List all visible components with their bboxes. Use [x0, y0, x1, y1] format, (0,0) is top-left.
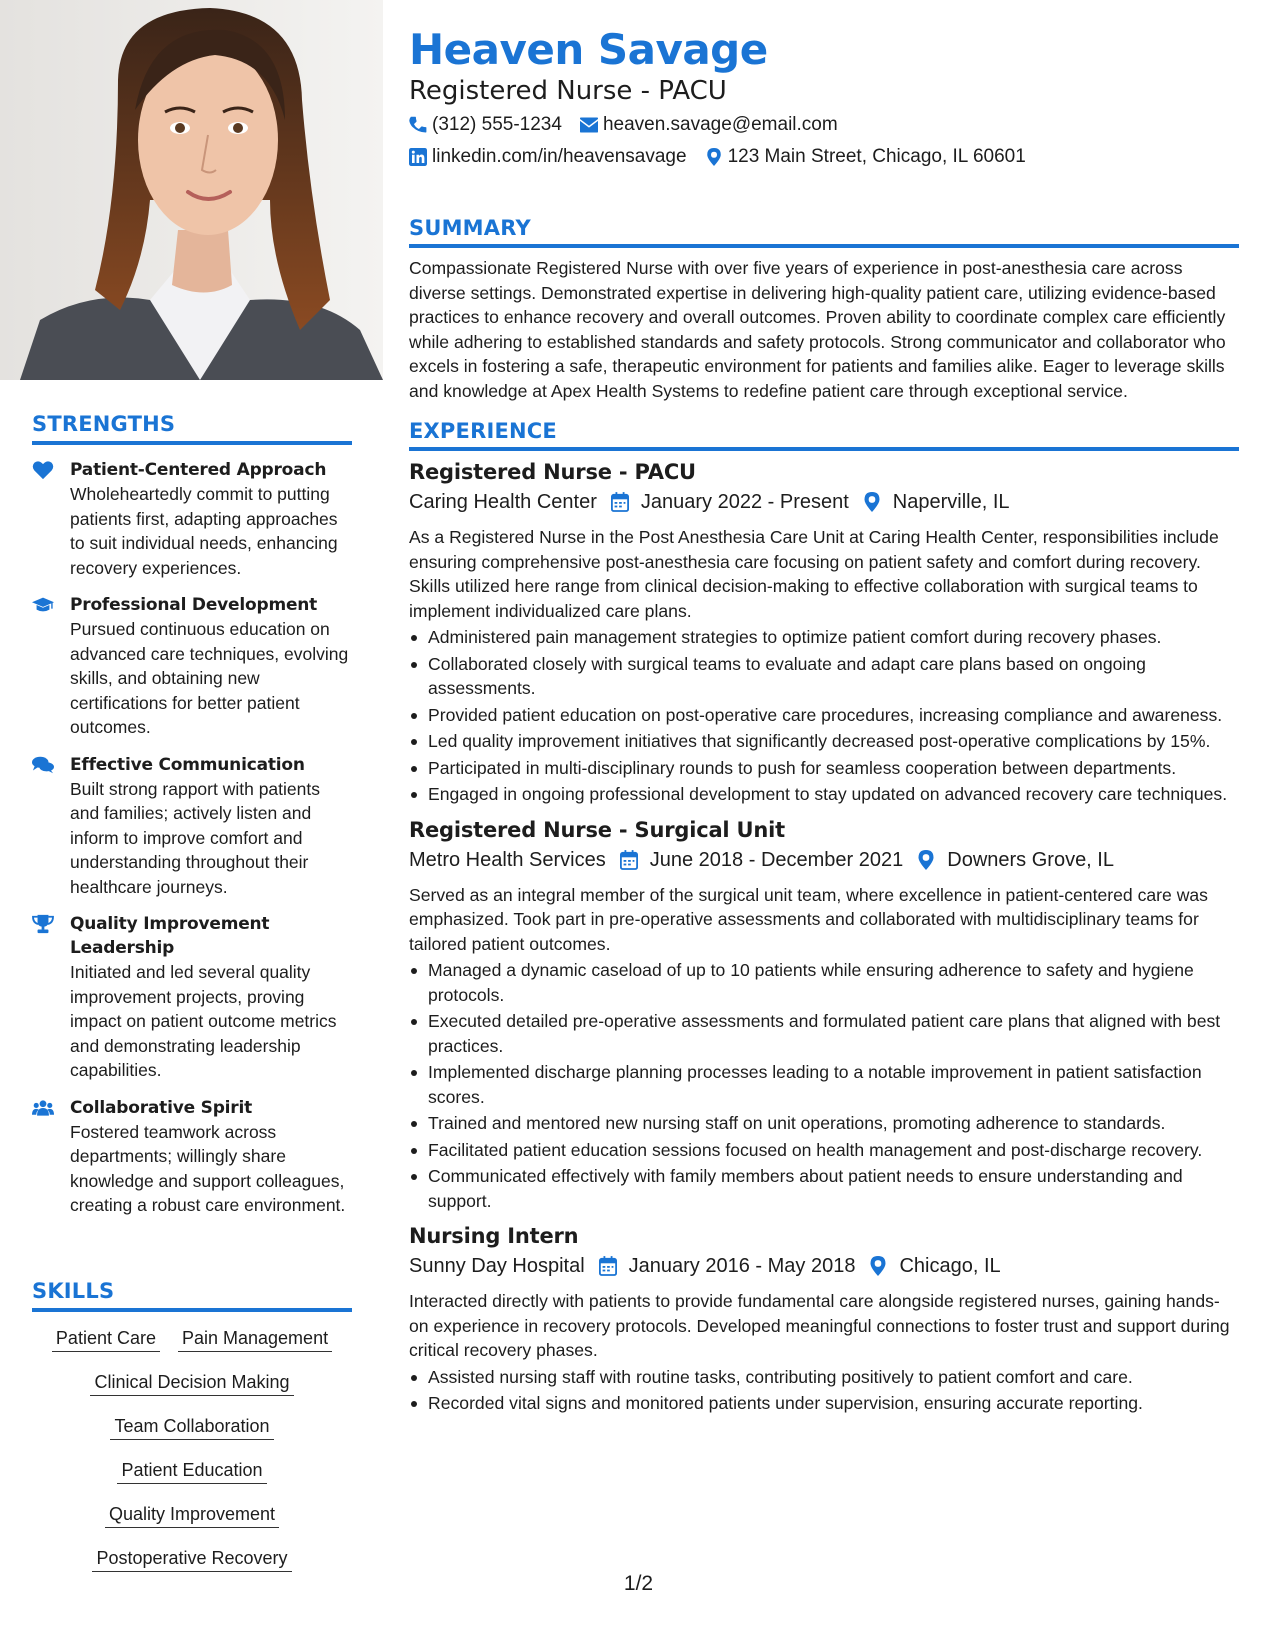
- calendar-icon: [620, 850, 638, 870]
- skill-tag: Clinical Decision Making: [90, 1370, 293, 1396]
- graduation-cap-icon: [32, 593, 70, 740]
- summary-heading: SUMMARY: [409, 216, 1239, 248]
- skill-tag: Quality Improvement: [105, 1502, 279, 1528]
- job-bullets: [409, 625, 1239, 807]
- job-bullets: [409, 1365, 1239, 1416]
- main-content: [409, 24, 1239, 1416]
- skills-heading: SKILLS: [32, 1279, 352, 1312]
- strength-title: Quality Improvement Leadership: [70, 914, 270, 958]
- bullet-item: Managed a dynamic caseload of up to 10 patients while ensuring adherence to safety and hygiene protocols.: [409, 958, 1239, 1007]
- bullet-item: Facilitated patient education sessions focused on health management and post-discharge recovery.: [409, 1138, 1239, 1163]
- address-text: 123 Main Street, Chicago, IL 60601: [727, 146, 1026, 167]
- linkedin-text: linkedin.com/in/heavensavage: [432, 146, 687, 167]
- strength-desc: Fostered teamwork across departments; willingly share knowledge and support colleagues, creating a robust care environment.: [70, 1121, 346, 1215]
- calendar-icon: [599, 1256, 617, 1276]
- experience-heading: EXPERIENCE: [409, 419, 1239, 451]
- strength-item: [32, 593, 352, 740]
- bullet-item: Executed detailed pre-operative assessments and formulated patient care plans that aligned with best practices.: [409, 1009, 1239, 1058]
- sidebar: [0, 0, 383, 1650]
- job-location: Downers Grove, IL: [947, 848, 1114, 871]
- skill-tag: Patient Education: [117, 1458, 266, 1484]
- job-title: Registered Nurse - PACU: [409, 460, 696, 484]
- strength-desc: Built strong rapport with patients and families; actively listen and inform to improve comfort and understanding throughout their healthcare journeys.: [70, 778, 320, 897]
- summary-section: [409, 216, 1239, 403]
- strength-desc: Pursued continuous education on advanced care techniques, evolving skills, and obtaining new certifications for better patient outcomes.: [70, 619, 349, 737]
- contact-row: [409, 112, 1239, 138]
- skills-section: [32, 1279, 352, 1572]
- contact-row: [409, 144, 1239, 170]
- strength-desc: Initiated and led several quality improvement projects, proving impact on patient outcome metrics and demonstrating leadership capabilities.: [70, 962, 337, 1080]
- job-bullets: [409, 958, 1239, 1213]
- bullet-item: Engaged in ongoing professional development to stay updated on advanced recovery care techniques.: [409, 782, 1239, 807]
- envelope-icon: [580, 116, 598, 134]
- bullet-item: Provided patient education on post-operative care procedures, increasing compliance and awareness.: [409, 703, 1239, 728]
- map-pin-icon: [917, 850, 935, 870]
- candidate-role: Registered Nurse - PACU: [409, 76, 727, 106]
- users-icon: [32, 1096, 70, 1218]
- job-company: Caring Health Center: [409, 491, 597, 513]
- job-dates: January 2016 - May 2018: [628, 1255, 856, 1277]
- comments-icon: [32, 753, 70, 900]
- job-title: Registered Nurse - Surgical Unit: [409, 817, 785, 842]
- skill-tag: Postoperative Recovery: [92, 1546, 291, 1572]
- job-meta: [409, 845, 1239, 875]
- heart-icon: [32, 458, 70, 580]
- job-description: Interacted directly with patients to provide fundamental care alongside registered nurses, gaining hands-on experience in recovery protocols. Developed meaningful connections to foster trust and support during critical recovery phases.: [409, 1291, 1230, 1360]
- phone-text: (312) 555-1234: [432, 114, 562, 135]
- bullet-item: Communicated effectively with family members about patient needs to ensure understanding and support.: [409, 1164, 1239, 1213]
- bullet-item: Participated in multi-disciplinary rounds to push for seamless cooperation between departments.: [409, 756, 1239, 781]
- job-entry: [409, 815, 1239, 1214]
- map-pin-icon: [869, 1256, 887, 1276]
- bullet-item: Administered pain management strategies to optimize patient comfort during recovery phases.: [409, 625, 1239, 650]
- job-entry: [409, 1221, 1239, 1416]
- profile-photo: [0, 0, 383, 380]
- strength-item: [32, 1096, 352, 1218]
- bullet-item: Collaborated closely with surgical teams to evaluate and adapt care plans based on ongoing assessments.: [409, 652, 1239, 701]
- job-dates: January 2022 - Present: [640, 491, 849, 513]
- summary-text: Compassionate Registered Nurse with over five years of experience in post-anesthesia care across diverse settings. Demonstrated expertise in delivering high-quality patient care, utilizing evidence-based practices to enhance recovery and overall outcomes. Proven ability to coordinate complex care efficiently while adhering to established standards and safety protocols. Strong communicator and collaborator who excels in fostering a safe, therapeutic environment for patients and families alike. Eager to leverage skills and knowledge at Apex Health Systems to redefine patient care through exceptional service.: [409, 258, 1226, 401]
- job-title: Nursing Intern: [409, 1224, 579, 1248]
- strength-item: [32, 753, 352, 900]
- bullet-item: Assisted nursing staff with routine tasks, contributing positively to patient comfort and care.: [409, 1365, 1239, 1390]
- job-description: Served as an integral member of the surgical unit team, where excellence in patient-centered care was emphasized. Took part in pre-operative assessments and collaborated with multidisciplinary teams for tailored patient outcomes.: [409, 884, 1208, 954]
- strength-item: [32, 458, 352, 580]
- strength-title: Collaborative Spirit: [70, 1097, 253, 1118]
- strength-title: Professional Development: [70, 595, 318, 615]
- job-company: Metro Health Services: [409, 848, 606, 871]
- map-pin-icon: [863, 492, 881, 512]
- skill-tag: Team Collaboration: [110, 1414, 273, 1440]
- bullet-item: Implemented discharge planning processes leading to a notable improvement in patient satisfaction scores.: [409, 1060, 1239, 1109]
- job-meta: [409, 1251, 1239, 1281]
- strength-title: Effective Communication: [70, 754, 305, 775]
- strengths-section: [32, 412, 352, 1218]
- job-location: Chicago, IL: [899, 1255, 1001, 1277]
- bullet-item: Led quality improvement initiatives that significantly decreased post-operative complications by 15%.: [409, 729, 1239, 754]
- job-company: Sunny Day Hospital: [409, 1255, 585, 1277]
- strength-desc: Wholeheartedly commit to putting patients first, adapting approaches to suit individual needs, enhancing recovery experiences.: [70, 484, 338, 578]
- skills-list: [32, 1326, 352, 1572]
- linkedin-contact[interactable]: [409, 144, 687, 170]
- job-description: As a Registered Nurse in the Post Anesthesia Care Unit at Caring Health Center, responsibilities include ensuring comprehensive post-anesthesia care focusing on patient safety and comfort during recovery. Skills utilized here range from clinical decision-making to effective collaboration with surgical teams to implement individualized care plans.: [409, 527, 1219, 621]
- phone-contact[interactable]: [409, 112, 562, 138]
- map-pin-icon: [705, 148, 723, 166]
- strength-item: [32, 912, 352, 1083]
- email-text: heaven.savage@email.com: [602, 114, 838, 135]
- skill-tag: Pain Management: [178, 1326, 332, 1352]
- page-number: 1/2: [623, 1572, 654, 1595]
- bullet-item: Recorded vital signs and monitored patients under supervision, ensuring accurate reporting.: [409, 1391, 1239, 1416]
- experience-section: [409, 419, 1239, 1416]
- trophy-icon: [32, 912, 70, 1083]
- job-entry: [409, 457, 1239, 807]
- skill-tag: Patient Care: [52, 1326, 160, 1352]
- bullet-item: Trained and mentored new nursing staff on unit operations, promoting adherence to standards.: [409, 1111, 1239, 1136]
- job-location: Naperville, IL: [892, 491, 1010, 513]
- linkedin-icon: [409, 148, 427, 166]
- email-contact[interactable]: [580, 112, 838, 138]
- calendar-icon: [611, 492, 629, 512]
- job-meta: [409, 487, 1239, 517]
- job-dates: June 2018 - December 2021: [649, 848, 904, 871]
- candidate-name: Heaven Savage: [409, 25, 768, 74]
- strengths-heading: STRENGTHS: [32, 412, 352, 445]
- phone-icon: [409, 116, 427, 134]
- address-contact: [705, 144, 1026, 170]
- strength-title: Patient-Centered Approach: [70, 460, 327, 480]
